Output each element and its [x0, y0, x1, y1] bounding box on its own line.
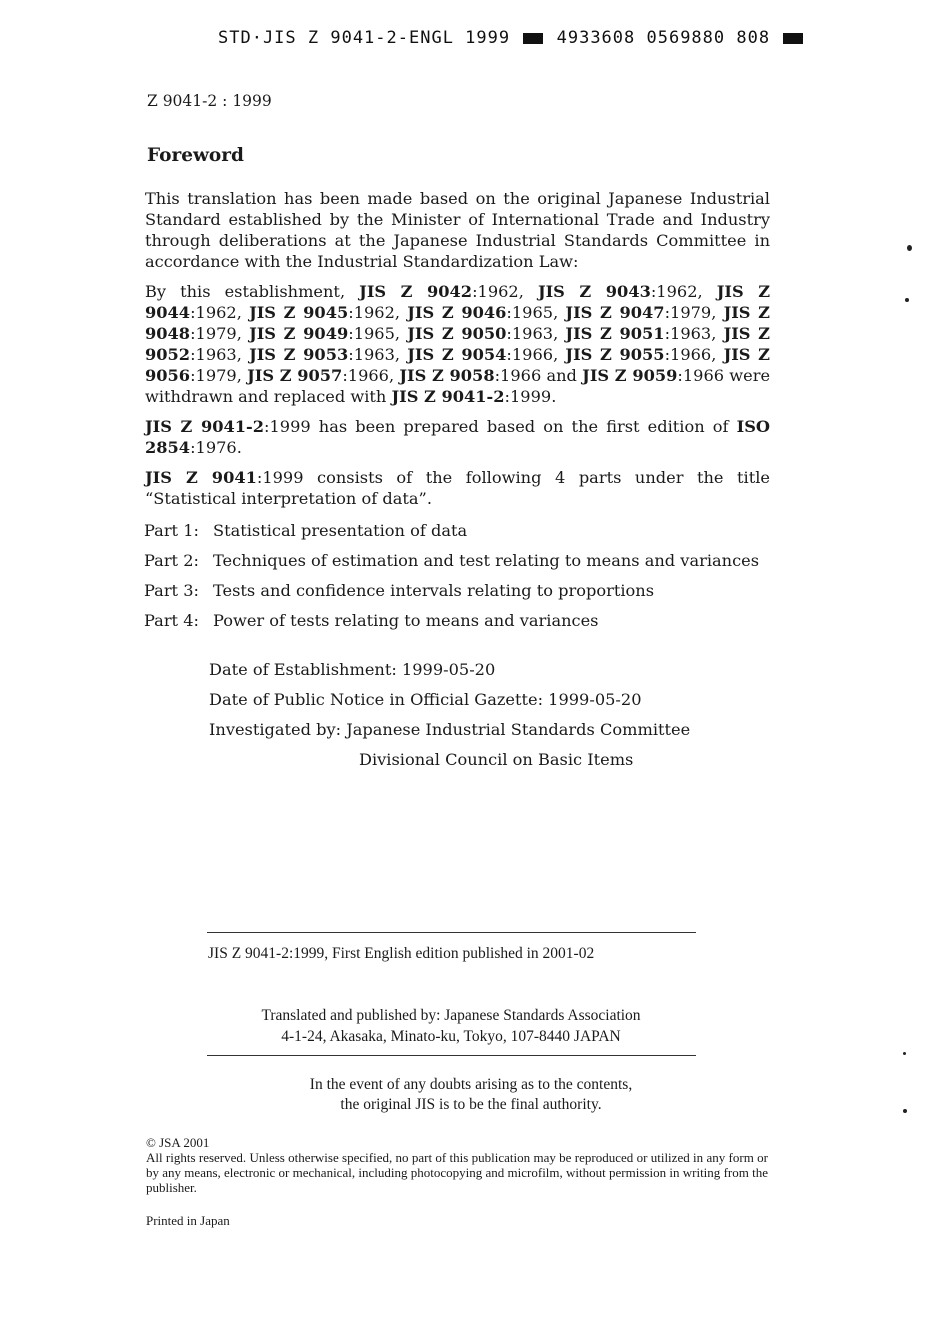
list-separator: and — [541, 366, 583, 385]
withdrawn-standard-code: JIS Z 9053 — [249, 345, 349, 364]
foreword-body — [145, 188, 770, 518]
withdrawn-standard-code: JIS Z 9052 — [145, 324, 771, 364]
list-separator: , — [711, 345, 724, 364]
list-separator: , — [394, 303, 408, 322]
withdrawn-standard-code: JIS Z 9058 — [399, 366, 495, 385]
part-item — [144, 576, 759, 606]
list-separator: , — [518, 282, 538, 301]
list-separator: , — [394, 345, 408, 364]
para3-code: JIS Z 9041-2 — [145, 417, 265, 436]
withdrawn-standard-year: :1963 — [506, 324, 554, 343]
withdrawn-standard-year: :1962 — [190, 303, 237, 322]
replacement-year: :1999. — [504, 387, 557, 406]
withdrawn-standard-code: JIS Z 9047 — [565, 303, 665, 322]
withdrawn-standard-year: :1962 — [348, 303, 395, 322]
withdrawn-standard-code: JIS Z 9057 — [247, 366, 343, 385]
withdrawn-standard-code: JIS Z 9044 — [145, 282, 771, 322]
withdrawn-standard-year: :1962 — [472, 282, 519, 301]
list-separator: , — [553, 324, 566, 343]
list-separator: , — [236, 345, 250, 364]
withdrawn-standard-code: JIS Z 9051 — [565, 324, 665, 343]
divider-bottom — [207, 1055, 696, 1056]
part-number: Part 3: — [144, 581, 199, 600]
date-of-establishment: Date of Establishment: 1999-05-20 — [209, 660, 496, 679]
withdrawn-standard-year: :1963 — [664, 324, 712, 343]
rights-statement: All rights reserved. Unless otherwise specified, no part of this publication may be reproduced or utilized in any form or by any means, electronic or mechanical, including photocopying and microfilm, without permission in writing from the publisher. — [146, 1150, 768, 1195]
header-block-mark — [783, 33, 803, 44]
part-title: Power of tests relating to means and variances — [213, 611, 599, 630]
date-of-public-notice: Date of Public Notice in Official Gazette: 1999-05-20 — [209, 690, 642, 709]
para3-iso: ISO 2854 — [145, 417, 771, 457]
withdrawn-standard-code: JIS Z 9046 — [407, 303, 507, 322]
part-number: Part 2: — [144, 551, 199, 570]
withdrawn-standard-year: :1966 — [506, 345, 554, 364]
standard-number: Z 9041-2 : 1999 — [147, 92, 272, 110]
header-block-mark — [523, 33, 543, 44]
withdrawn-standard-code: JIS Z 9049 — [249, 324, 349, 343]
list-separator: , — [236, 303, 250, 322]
withdrawn-standard-year: :1979 — [190, 366, 237, 385]
header-code-right: 4933608 0569880 808 — [556, 28, 771, 48]
foreword-heading: Foreword — [147, 145, 244, 166]
foreword-paragraph-3 — [145, 416, 770, 458]
withdrawn-standard-year: :1966 — [664, 345, 712, 364]
list-separator: , — [394, 324, 408, 343]
scan-speck — [903, 1109, 907, 1113]
replacement-code: JIS Z 9041-2 — [391, 387, 505, 406]
para3-text1: :1999 has been prepared based on the first edition of — [264, 417, 737, 436]
withdrawn-standard-year: :1966 — [342, 366, 389, 385]
withdrawn-standard-code: JIS Z 9045 — [249, 303, 349, 322]
copyright-owner: © JSA 2001 — [146, 1135, 210, 1150]
withdrawn-standard-year: :1963 — [348, 345, 395, 364]
para2-intro: By this establishment, — [145, 282, 360, 301]
list-separator: , — [388, 366, 400, 385]
list-separator: , — [697, 282, 717, 301]
part-number: Part 4: — [144, 611, 199, 630]
para4-text: :1999 consists of the following 4 parts under the title “Statistical interpretation of data”. — [145, 468, 770, 508]
investigated-by: Investigated by: Japanese Industrial Standards Committee — [209, 720, 691, 739]
authority-notice-line-1: In the event of any doubts arising as to the contents, — [309, 1076, 633, 1093]
para2-middle: were withdrawn and replaced with — [145, 366, 771, 406]
printed-in: Printed in Japan — [146, 1213, 230, 1228]
withdrawn-standard-code: JIS Z 9050 — [407, 324, 507, 343]
part-item — [144, 546, 759, 576]
part-title: Techniques of estimation and test relating to means and variances — [213, 551, 760, 570]
withdrawn-standard-year: :1966 — [677, 366, 725, 385]
scan-speck — [905, 298, 909, 302]
part-title: Tests and confidence intervals relating to proportions — [213, 581, 655, 600]
withdrawn-standard-code: JIS Z 9042 — [359, 282, 473, 301]
withdrawn-standard-code: JIS Z 9055 — [565, 345, 665, 364]
withdrawn-standard-year: :1979 — [664, 303, 712, 322]
part-item — [144, 516, 759, 546]
withdrawn-standard-year: :1965 — [506, 303, 554, 322]
scan-speck — [907, 245, 912, 251]
parts-list — [144, 516, 759, 636]
withdrawn-standard-year: :1965 — [348, 324, 395, 343]
withdrawn-standard-code: JIS Z 9054 — [407, 345, 507, 364]
header-code-left: STD·JIS Z 9041-2-ENGL 1999 — [218, 28, 511, 48]
para3-text2: :1976. — [190, 438, 242, 457]
withdrawn-standard-year: :1966 — [494, 366, 542, 385]
withdrawn-standard-code: JIS Z 9056 — [145, 345, 771, 385]
withdrawn-standard-code: JIS Z 9059 — [582, 366, 678, 385]
list-separator: , — [553, 345, 566, 364]
part-item — [144, 606, 759, 636]
foreword-paragraph-1: This translation has been made based on the original Japanese Industrial Standard established by the Minister of International Trade and Industry through deliberations at the Japanese Industrial Standards Committee in accordance with the Industrial Standardization Law: — [145, 189, 770, 271]
list-separator: , — [553, 303, 566, 322]
foreword-paragraph-4 — [145, 467, 770, 509]
translated-by: Translated and published by: Japanese Standards Association — [261, 1007, 641, 1024]
translated-by-block — [207, 1005, 695, 1047]
dates-block — [209, 655, 690, 775]
list-separator: , — [236, 324, 250, 343]
withdrawn-standard-year: :1963 — [190, 345, 237, 364]
document-header-code — [218, 28, 805, 48]
edition-line: JIS Z 9041-2:1999, First English edition published in 2001-02 — [208, 945, 595, 962]
copyright-block — [146, 1135, 768, 1195]
withdrawn-standard-code: JIS Z 9048 — [145, 303, 771, 343]
publisher-address: 4-1-24, Akasaka, Minato-ku, Tokyo, 107-8440 JAPAN — [281, 1028, 621, 1045]
para4-code: JIS Z 9041 — [145, 468, 257, 487]
authority-notice — [207, 1075, 735, 1115]
part-title: Statistical presentation of data — [213, 521, 468, 540]
list-separator: , — [236, 366, 248, 385]
withdrawn-standard-code: JIS Z 9043 — [537, 282, 651, 301]
authority-notice-line-2: the original JIS is to be the final authority. — [340, 1096, 602, 1113]
divisional-council: Divisional Council on Basic Items — [359, 750, 634, 769]
withdrawn-standard-year: :1962 — [650, 282, 698, 301]
foreword-paragraph-2 — [145, 281, 770, 407]
list-separator: , — [711, 324, 724, 343]
part-number: Part 1: — [144, 521, 199, 540]
divider-top — [207, 932, 696, 933]
withdrawn-standard-year: :1979 — [190, 324, 237, 343]
scan-speck — [903, 1052, 906, 1055]
list-separator: , — [711, 303, 724, 322]
